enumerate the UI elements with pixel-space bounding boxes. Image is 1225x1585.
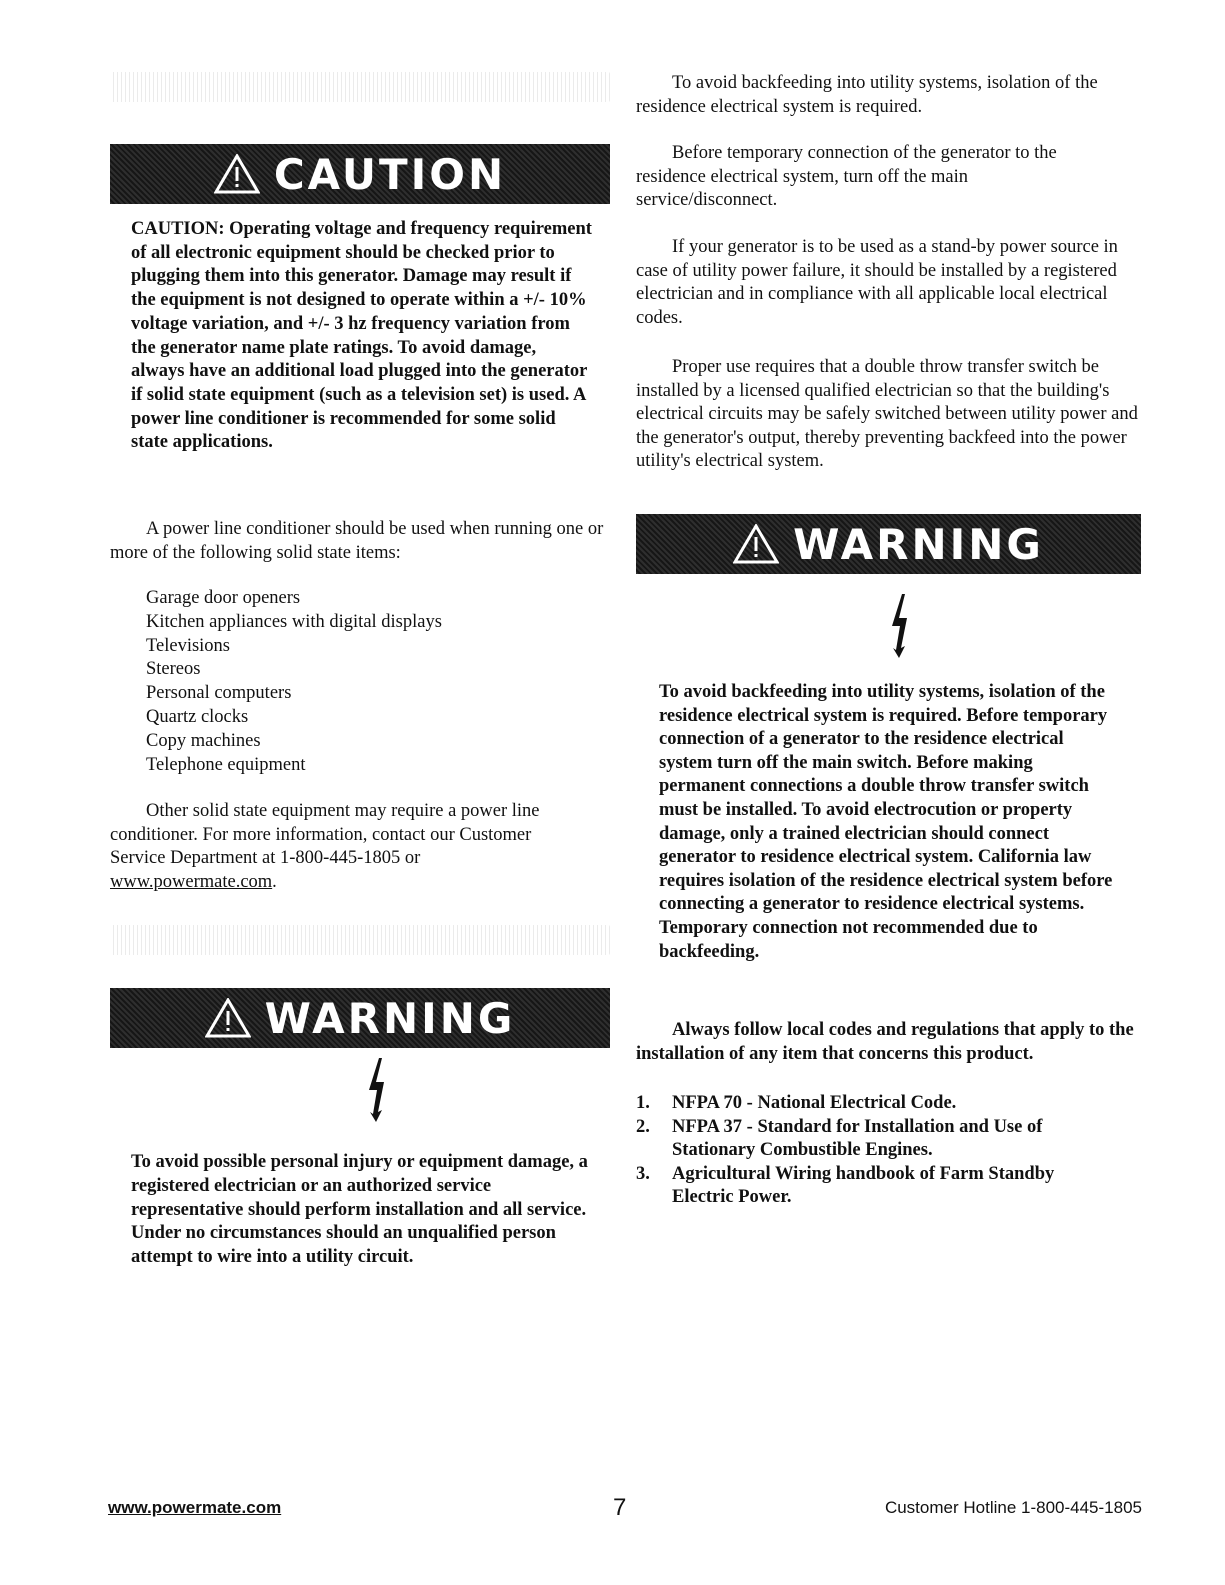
faded-section-heading — [110, 925, 610, 955]
caution-banner — [110, 144, 610, 204]
list-item: Kitchen appliances with digital displays — [146, 611, 442, 632]
list-item-text: NFPA 70 - National Electrical Code. — [672, 1093, 957, 1113]
right-para-1: To avoid backfeeding into utility systems, isolation of the residence electrical system is required. — [636, 73, 1098, 117]
list-item — [636, 1116, 1106, 1163]
powermate-link[interactable]: www.powermate.com — [110, 871, 273, 892]
page-number: 7 — [613, 1494, 627, 1521]
warning-banner-label: WARNING — [264, 993, 516, 1043]
list-item-text: Agricultural Wiring handbook of Farm Standby Electric Power. — [672, 1163, 1055, 1207]
codes-list — [636, 1092, 1106, 1210]
faded-section-heading — [110, 72, 610, 102]
warning-left-text: To avoid possible personal injury or equipment damage, a registered electrician or an authorized service representative should perform installation and all service. Under no circumstances should an unqualified person attempt to wire into a utility circuit. — [131, 1152, 588, 1268]
list-item: Personal computers — [146, 683, 292, 704]
solid-state-items-list — [146, 587, 586, 777]
list-item: Quartz clocks — [146, 706, 249, 727]
right-para-4: Proper use requires that a double throw transfer switch be installed by a licensed qualified electrician so that the building's electrical circuits may be safely switched between utility power and the generator's output, thereby preventing backfeed into the power utility's electrical system. — [636, 357, 1138, 471]
right-para-2: Before temporary connection of the generator to the residence electrical system, turn off the main service/disconnect. — [636, 143, 1057, 210]
warning-banner-left — [110, 988, 610, 1048]
warning-triangle-icon — [733, 524, 779, 564]
other-equipment-body: Other solid state equipment may require a power line conditioner. For more information, contact our Customer Service Department at 1-800-445-1805 or — [110, 801, 540, 868]
list-item: Copy machines — [146, 730, 261, 751]
footer-hotline: Customer Hotline 1-800-445-1805 — [884, 1498, 1142, 1517]
warning-triangle-icon — [205, 998, 251, 1038]
list-item: Telephone equipment — [146, 754, 306, 775]
list-item — [636, 1163, 1106, 1210]
conditioner-intro: A power line conditioner should be used when running one or more of the following solid state items: — [110, 519, 604, 563]
codes-intro: Always follow local codes and regulations that apply to the installation of any item that concerns this product. — [636, 1020, 1134, 1064]
list-item-text: NFPA 37 - Standard for Installation and Use of Stationary Combustible Engines. — [672, 1116, 1043, 1160]
footer-website-link[interactable]: www.powermate.com — [108, 1498, 282, 1517]
warning-right-text: To avoid backfeeding into utility systems, isolation of the residence electrical system is required. Before temporary connection of a generator to the residence electrical system turn off the main switch. Before making permanent connections a double throw transfer switch must be installed. To avoid electrocution or property damage, only a trained electrician should connect generator to residence electrical system. California law requires isolation of the residence electrical system before connecting a generator to residence electrical systems. Temporary connection not recommended due to backfeeding. — [659, 682, 1113, 962]
list-item: Televisions — [146, 635, 230, 656]
right-para-3: If your generator is to be used as a stand-by power source in case of utility power failure, it should be installed by a registered electrician and in compliance with all applicable local electrical codes. — [636, 237, 1118, 328]
other-equipment-end: . — [272, 871, 277, 892]
caution-banner-label: CAUTION — [273, 149, 507, 199]
lightning-bolt-icon — [887, 592, 911, 658]
list-item-number: 3. — [636, 1163, 650, 1184]
warning-banner-right — [636, 514, 1141, 574]
list-item: Stereos — [146, 659, 201, 680]
warning-banner-label: WARNING — [793, 519, 1044, 569]
list-item: Garage door openers — [146, 588, 301, 608]
caution-text: CAUTION: Operating voltage and frequency requirement of all electronic equipment should be checked prior to plugging them into this generator. Damage may result if the equipment is not designed to operate within a +/- 10% voltage variation, and +/- 3 hz frequency variation from the generator name plate ratings. To avoid damage, always have an additional load plugged into the generator if solid state equipment (such as a television set) is used. A power line conditioner is recommended for some solid state applications. — [131, 219, 592, 453]
other-equipment-text — [110, 800, 580, 894]
list-item-number: 2. — [636, 1116, 650, 1137]
list-item — [636, 1092, 1106, 1116]
warning-triangle-icon — [214, 154, 260, 194]
list-item-number: 1. — [636, 1093, 650, 1113]
lightning-bolt-icon — [364, 1056, 388, 1122]
